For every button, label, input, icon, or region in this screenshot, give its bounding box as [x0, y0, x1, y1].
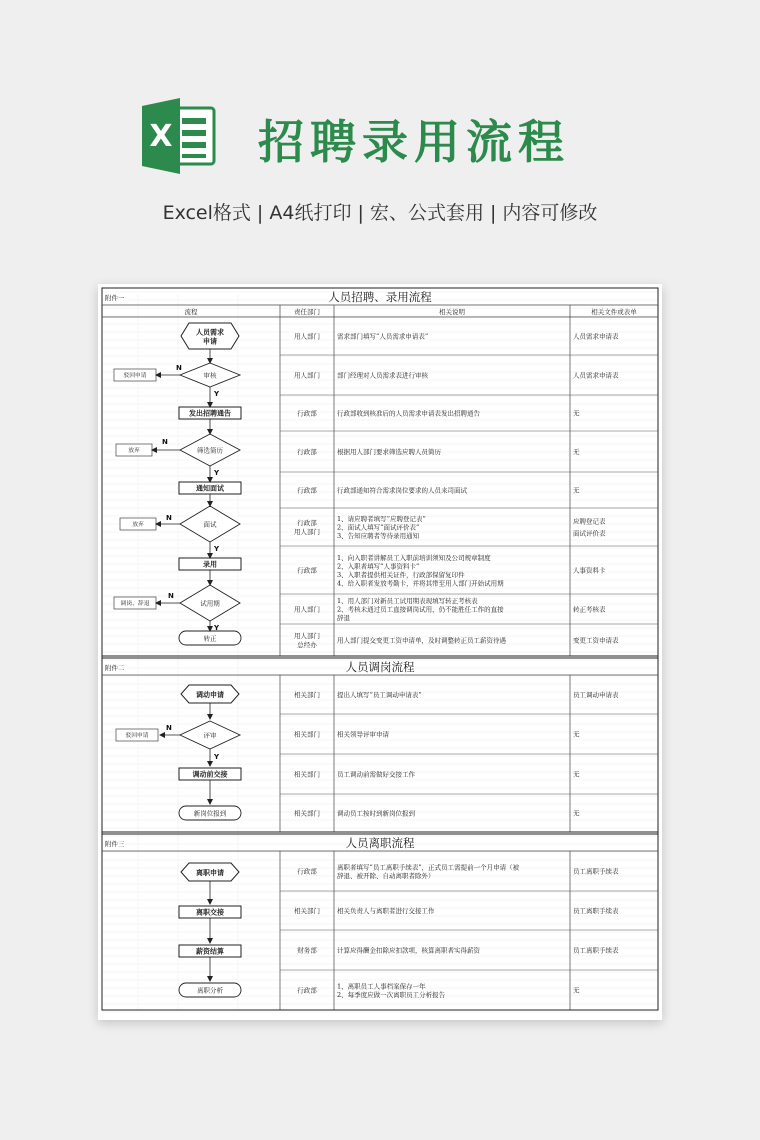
doc-cell: 人员需求申请表 — [573, 371, 619, 380]
yes-label: Y — [214, 390, 220, 398]
annex-label: 附件一 — [105, 294, 125, 302]
flow-node-label: 离职交接 — [196, 907, 224, 917]
desc-cell: 辞退 — [337, 614, 350, 622]
dept-cell: 行政部 — [297, 566, 317, 575]
doc-cell: 人员需求申请表 — [573, 332, 619, 341]
dept-cell: 相关部门 — [294, 907, 320, 915]
column-header: 责任部门 — [294, 308, 320, 316]
doc-cell: 员工离职手续表 — [573, 867, 619, 876]
desc-cell: 4、给入职者发放考勤卡，并将其带至用人部门开始试用期 — [337, 579, 504, 588]
flow-end-node — [179, 983, 241, 997]
dept-cell: 用人部门 — [294, 371, 320, 380]
desc-cell: 1、用人部门对新员工试用期表现填写转正考核表 — [337, 597, 478, 605]
flow-node-label: 评审 — [203, 731, 217, 740]
flow-end-node — [179, 631, 241, 645]
flow-start-node — [181, 863, 239, 881]
column-header: 相关说明 — [439, 308, 465, 316]
annex-label: 附件三 — [105, 840, 125, 848]
reject-box — [116, 729, 158, 741]
dept-cell: 用人部门 — [294, 528, 320, 536]
dept-cell: 用人部门 — [294, 332, 320, 341]
flow-node-label: 新岗位报到 — [193, 809, 227, 818]
sheet-grid — [102, 292, 658, 1012]
reject-box — [114, 369, 156, 381]
flow-process — [179, 906, 241, 918]
desc-cell: 提出人填写“员工调动申请表” — [337, 691, 422, 699]
flow-node-label: 录用 — [203, 559, 217, 569]
reject-label: 驳回申请 — [123, 373, 147, 379]
yes-label: Y — [214, 624, 220, 632]
banner — [0, 0, 760, 240]
spreadsheet-preview — [98, 284, 662, 1020]
flow-process — [179, 482, 241, 494]
excel-logo-icon — [140, 98, 220, 174]
dept-cell: 行政部 — [297, 867, 317, 876]
flow-node-label: 调动申请 — [196, 690, 224, 699]
dept-cell: 行政部 — [297, 448, 317, 456]
desc-cell: 用人部门提交变更工资申请单，及时调整转正员工薪资待遇 — [337, 636, 506, 645]
desc-cell: 相关负责人与离职者进行交接工作 — [337, 907, 435, 915]
flow-node-label: 通知面试 — [196, 483, 224, 493]
flow-decision — [180, 363, 240, 387]
doc-cell: 员工调动申请表 — [573, 691, 619, 699]
flow-node-label: 面试 — [203, 520, 217, 529]
doc-cell: 无 — [573, 986, 580, 995]
dept-cell: 总经办 — [297, 641, 317, 649]
flow-node-label: 审核 — [203, 371, 217, 380]
desc-cell: 部门经理对人员需求表进行审核 — [337, 371, 428, 380]
section-title: 人员招聘、录用流程 — [328, 290, 432, 304]
desc-cell: 需求部门填写“人员需求申请表” — [337, 332, 429, 341]
dept-cell: 用人部门 — [294, 605, 320, 614]
desc-cell: 2、入职者填写“人事资料卡” — [337, 562, 420, 571]
reject-label: 调岗、辞退 — [120, 601, 150, 607]
logo-letters: X — [149, 119, 173, 154]
dept-cell: 行政部 — [297, 486, 317, 495]
desc-cell: 调动员工按时到新岗位报到 — [337, 809, 415, 818]
flow-node-label: 发出招聘通告 — [189, 408, 231, 418]
dept-cell: 相关部门 — [294, 770, 320, 779]
flow-process — [179, 558, 241, 570]
desc-cell: 3、告知应聘者等待录用通知 — [337, 532, 420, 540]
page-title: 招聘录用流程 — [258, 115, 570, 169]
dept-cell: 相关部门 — [294, 691, 320, 699]
desc-cell: 计算应得酬金扣除应扣款项，核算离职者实得薪资 — [337, 946, 480, 955]
reject-box — [120, 518, 156, 530]
doc-cell: 面试评价表 — [573, 529, 606, 538]
desc-cell: 相关领导评审申请 — [337, 730, 389, 739]
desc-cell: 辞退、被开除、自动离职者除外） — [337, 871, 435, 880]
doc-cell: 无 — [573, 448, 580, 456]
desc-cell: 2、考核未通过员工直接调岗试用，仍不能胜任工作的直接 — [337, 605, 504, 614]
flow-node-label: 申请 — [203, 336, 217, 346]
flow-process — [179, 407, 241, 419]
doc-cell: 无 — [573, 770, 580, 779]
flow-decision — [180, 721, 240, 749]
doc-cell: 无 — [573, 809, 580, 818]
dept-cell: 行政部 — [297, 519, 317, 527]
flow-node-label: 调动前交接 — [192, 769, 228, 779]
dept-cell: 相关部门 — [294, 730, 320, 739]
desc-cell: 1、向入职者讲解员工入职前培训须知及公司规章制度 — [337, 553, 491, 562]
desc-cell: 行政部通知符合需求岗位要求的人员来司面试 — [337, 486, 467, 495]
sheet-border — [102, 288, 658, 1010]
flow-node-label: 离职分析 — [197, 986, 223, 995]
dept-cell: 财务部 — [297, 946, 317, 955]
yes-label: Y — [214, 469, 220, 477]
doc-cell: 员工离职手续表 — [573, 946, 619, 955]
flow-process — [179, 945, 241, 957]
page-subtitle: Excel格式 | A4纸打印 | 宏、公式套用 | 内容可修改 — [162, 202, 598, 224]
reject-label: 放弃 — [132, 522, 144, 528]
column-header: 相关文件或表单 — [591, 308, 637, 316]
desc-cell: 根据用人部门要求筛选应聘人员简历 — [337, 448, 441, 456]
annex-label: 附件二 — [105, 664, 125, 672]
flow-start-node — [181, 685, 239, 703]
dept-cell: 相关部门 — [294, 809, 320, 818]
flow-node-label: 转正 — [203, 634, 217, 643]
flow-node-label: 试用期 — [200, 599, 220, 608]
flow-node-label: 人员需求 — [196, 327, 224, 337]
doc-cell: 转正考核表 — [573, 605, 606, 614]
desc-cell: 1、离职员工人事档案保存一年 — [337, 982, 426, 991]
desc-cell: 3、入职者提供相关证件，行政部保留复印件 — [337, 570, 465, 579]
doc-cell: 无 — [573, 730, 580, 739]
column-header: 流程 — [184, 308, 198, 316]
sheet-content — [102, 288, 658, 1010]
reject-box — [114, 597, 156, 609]
flow-decision — [180, 585, 240, 621]
flow-table — [98, 284, 662, 1020]
flow-end-node — [179, 806, 241, 820]
desc-cell: 1、请应聘者填写“应聘登记表” — [337, 515, 426, 523]
doc-cell: 人事资料卡 — [573, 566, 606, 575]
doc-cell: 变更工资申请表 — [573, 636, 619, 645]
no-label: N — [166, 514, 172, 522]
doc-cell: 应聘登记表 — [573, 517, 606, 526]
yes-label: Y — [214, 753, 220, 761]
reject-label: 放弃 — [128, 448, 140, 454]
yes-label: Y — [214, 545, 220, 553]
section-title: 人员离职流程 — [345, 836, 415, 850]
doc-cell: 无 — [573, 486, 580, 495]
no-label: N — [162, 438, 168, 446]
desc-cell: 离职者填写“员工离职手续表”，正式员工需提前一个月申请（被 — [337, 863, 520, 872]
section-title: 人员调岗流程 — [345, 660, 415, 674]
desc-cell: 2、面试人填写“面试评价表” — [337, 523, 420, 532]
flow-node-label: 筛选简历 — [197, 446, 223, 455]
flow-node-label: 离职申请 — [196, 868, 224, 877]
dept-cell: 用人部门 — [294, 632, 320, 640]
flow-process — [179, 768, 241, 780]
doc-cell: 无 — [573, 409, 580, 418]
no-label: N — [166, 724, 172, 732]
reject-box — [116, 444, 152, 456]
desc-cell: 2、每季度应做一次离职员工分析报告 — [337, 990, 446, 999]
no-label: N — [168, 592, 174, 600]
dept-cell: 行政部 — [297, 409, 317, 418]
reject-label: 驳回申请 — [125, 733, 149, 739]
flow-decision — [180, 434, 240, 466]
dept-cell: 行政部 — [297, 986, 317, 995]
flow-node-label: 薪资结算 — [196, 946, 224, 956]
flow-decision — [180, 506, 240, 542]
no-label: N — [176, 364, 182, 372]
desc-cell: 员工调动前需做好交接工作 — [337, 770, 415, 779]
flow-start-node — [181, 323, 239, 349]
doc-cell: 员工离职手续表 — [573, 907, 619, 915]
desc-cell: 行政部收到核准后的人员需求申请表发出招聘通告 — [337, 409, 480, 418]
